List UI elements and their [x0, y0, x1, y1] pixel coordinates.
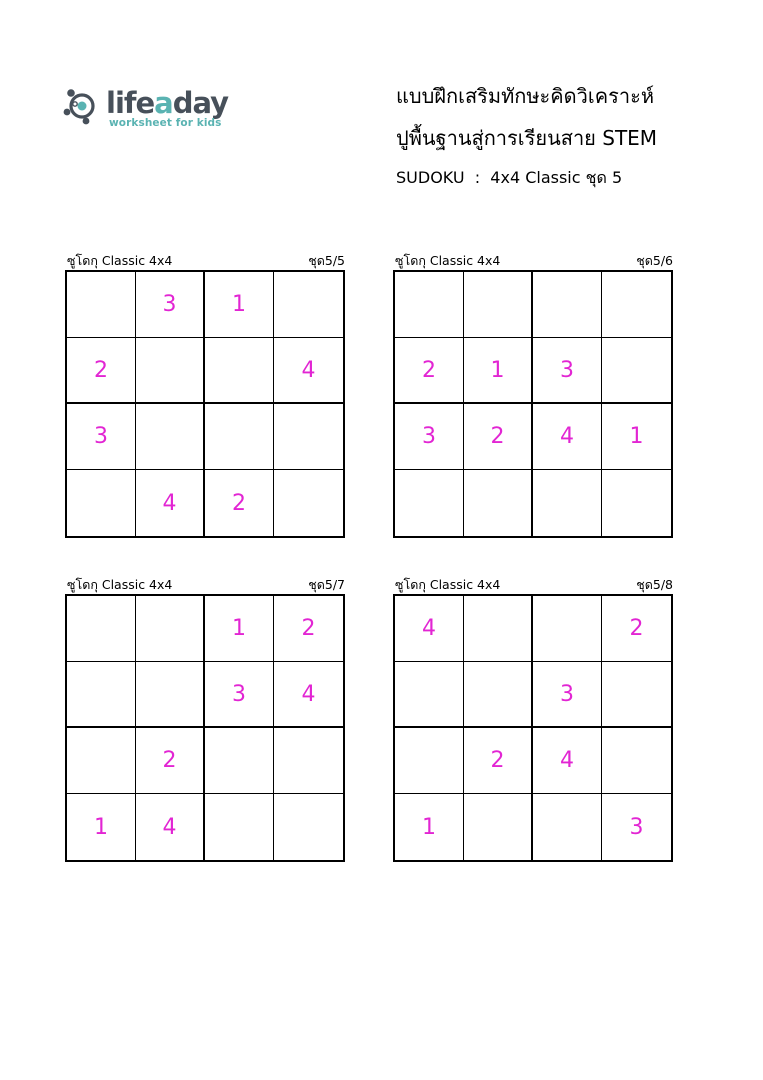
- sudoku-cell: 3: [629, 814, 644, 840]
- sudoku-cell: [67, 596, 136, 662]
- sudoku-cell: 1: [67, 794, 136, 860]
- sudoku-cell: 2: [602, 596, 671, 662]
- sudoku-cell: [136, 404, 205, 470]
- sudoku-cell: [464, 272, 533, 338]
- logo-word-a: a: [154, 86, 173, 120]
- puzzle-header: [65, 252, 345, 270]
- sudoku-cell: 2: [395, 338, 464, 404]
- sudoku-cell: 3: [533, 338, 602, 404]
- logo-tagline: worksheet for kids: [109, 117, 222, 129]
- sudoku-cell: 1: [205, 596, 274, 662]
- sudoku-puzzle-3: [65, 576, 345, 862]
- header-title: แบบฝึกเสริมทักษะคิดวิเคราะห์: [396, 84, 655, 108]
- sudoku-cell: [533, 470, 602, 536]
- sudoku-cell: [602, 662, 671, 728]
- sudoku-cell: [274, 470, 343, 536]
- sudoku-cell: [274, 404, 343, 470]
- sudoku-grid: [393, 270, 673, 538]
- sudoku-cell: 3: [533, 662, 602, 728]
- sudoku-cell: [274, 272, 343, 338]
- sudoku-cell: 4: [136, 470, 205, 536]
- logo-wordmark: [106, 88, 228, 118]
- sudoku-cell: [533, 794, 602, 860]
- sudoku-puzzle-2: [393, 252, 673, 538]
- sudoku-cell: [67, 272, 136, 338]
- sudoku-cell: 2: [67, 338, 136, 404]
- sudoku-cell: 2: [136, 728, 205, 794]
- header-puzzle-set: SUDOKU : 4x4 Classic ชุด 5: [396, 168, 623, 187]
- sudoku-puzzle-4: [393, 576, 673, 862]
- puzzle-title: ซูโดกุ Classic 4x4: [395, 577, 501, 592]
- sudoku-cell: 1: [602, 404, 671, 470]
- sudoku-cell: [533, 596, 602, 662]
- molecule-logo-icon: [62, 86, 102, 126]
- sudoku-cell: [602, 470, 671, 536]
- sudoku-cell: [602, 728, 671, 794]
- logo: [62, 86, 242, 136]
- sudoku-cell: 3: [205, 662, 274, 728]
- sudoku-cell: 4: [274, 662, 343, 728]
- sudoku-puzzle-1: [65, 252, 345, 538]
- header-subtitle: ปูพื้นฐานสู่การเรียนสาย STEM: [396, 126, 658, 150]
- puzzle-set-label: ชุด5/8: [636, 577, 673, 592]
- sudoku-cell: 2: [464, 404, 533, 470]
- sudoku-cell: 2: [464, 728, 533, 794]
- logo-word-life: life: [106, 86, 155, 120]
- sudoku-cell: 4: [533, 728, 602, 794]
- sudoku-cell: [395, 470, 464, 536]
- sudoku-grid: [65, 594, 345, 862]
- sudoku-grid: [393, 594, 673, 862]
- sudoku-cell: [602, 338, 671, 404]
- sudoku-cell: 4: [533, 404, 602, 470]
- sudoku-cell: [274, 728, 343, 794]
- sudoku-cell: 1: [205, 272, 274, 338]
- sudoku-cell: [464, 596, 533, 662]
- sudoku-cell: [395, 728, 464, 794]
- sudoku-cell: 3: [395, 404, 464, 470]
- sudoku-cell: [136, 662, 205, 728]
- sudoku-cell: [395, 272, 464, 338]
- sudoku-cell: [205, 728, 274, 794]
- sudoku-cell: [602, 272, 671, 338]
- sudoku-cell: 3: [136, 272, 205, 338]
- sudoku-cell: [205, 404, 274, 470]
- puzzle-title: ซูโดกุ Classic 4x4: [67, 253, 173, 268]
- sudoku-cell: [67, 728, 136, 794]
- sudoku-cell: 4: [395, 596, 464, 662]
- logo-word-day: day: [172, 86, 229, 120]
- sudoku-cell: [136, 596, 205, 662]
- puzzle-title: ซูโดกุ Classic 4x4: [67, 577, 173, 592]
- sudoku-cell: [464, 470, 533, 536]
- puzzle-header: [65, 576, 345, 594]
- sudoku-cell: 4: [136, 794, 205, 860]
- sudoku-cell: [464, 794, 533, 860]
- worksheet-header: [396, 84, 736, 188]
- sudoku-cell: [533, 272, 602, 338]
- puzzle-header: [393, 576, 673, 594]
- sudoku-cell: 2: [274, 596, 343, 662]
- sudoku-cell: 1: [464, 338, 533, 404]
- sudoku-cell: [205, 794, 274, 860]
- sudoku-cell: [274, 794, 343, 860]
- sudoku-cell: 4: [274, 338, 343, 404]
- puzzle-set-label: ชุด5/7: [308, 577, 345, 592]
- sudoku-cell: 2: [205, 470, 274, 536]
- sudoku-cell: [395, 662, 464, 728]
- sudoku-cell: [67, 470, 136, 536]
- sudoku-grid: [65, 270, 345, 538]
- sudoku-cell: 1: [395, 794, 464, 860]
- sudoku-cell: [136, 338, 205, 404]
- sudoku-cell: [205, 338, 274, 404]
- puzzle-title: ซูโดกุ Classic 4x4: [395, 253, 501, 268]
- sudoku-cell: [67, 662, 136, 728]
- puzzle-set-label: ชุด5/5: [308, 253, 345, 268]
- puzzle-set-label: ชุด5/6: [636, 253, 673, 268]
- sudoku-cell: 3: [67, 404, 136, 470]
- puzzle-header: [393, 252, 673, 270]
- sudoku-cell: [464, 662, 533, 728]
